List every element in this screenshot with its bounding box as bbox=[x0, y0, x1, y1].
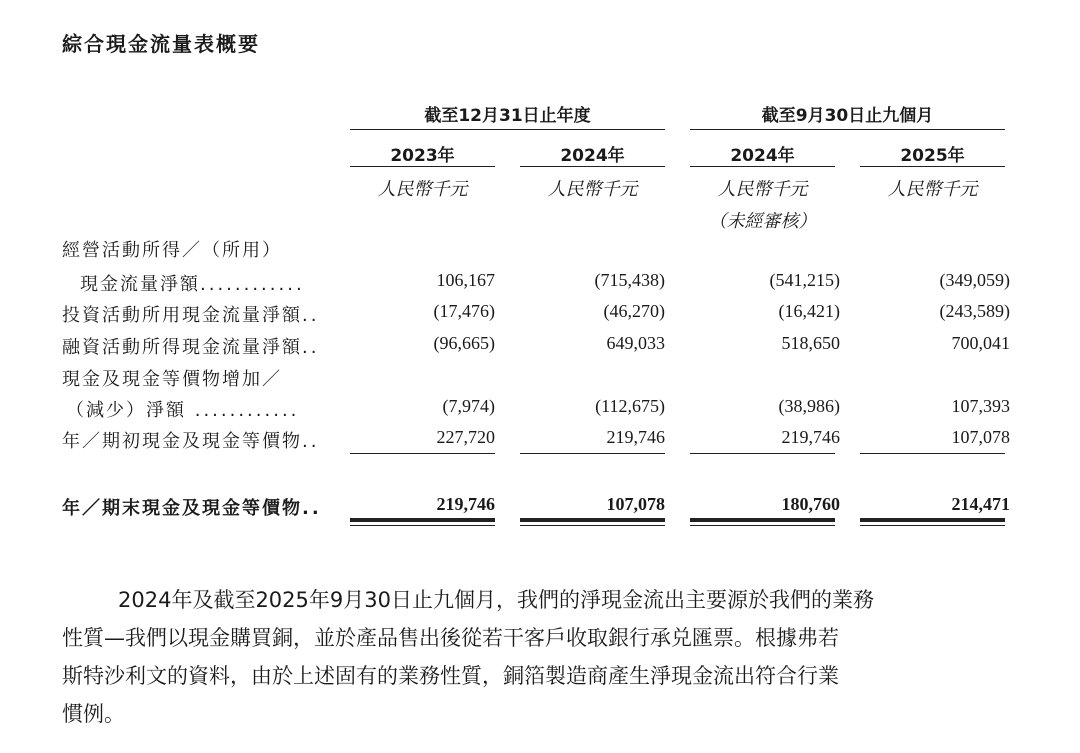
row-label bbox=[62, 301, 319, 327]
unit-label: 人民幣千元 bbox=[377, 179, 468, 200]
double-rule bbox=[350, 518, 495, 522]
year-header: 2023年 bbox=[390, 146, 455, 166]
total-value: 219,746 bbox=[436, 494, 495, 514]
row-label: 經營活動所得／（所用） bbox=[62, 240, 282, 261]
double-rule bbox=[350, 525, 495, 526]
divider bbox=[350, 166, 495, 167]
subtotal-rule bbox=[350, 453, 495, 454]
cell-value: (349,059) bbox=[939, 270, 1010, 290]
cell-value: 649,033 bbox=[606, 333, 665, 353]
row-label-text: 融資活動所得現金流量淨額 bbox=[62, 337, 302, 358]
cell-value: (243,589) bbox=[939, 301, 1010, 321]
total-value: 107,078 bbox=[606, 494, 665, 514]
double-rule bbox=[860, 518, 1005, 522]
double-rule bbox=[690, 518, 835, 522]
row-label-text: 投資活動所用現金流量淨額 bbox=[62, 305, 302, 326]
row-label-text: 現金流量淨額 bbox=[80, 274, 200, 295]
row-label-text: 年／期末現金及現金等價物 bbox=[62, 498, 302, 519]
divider bbox=[690, 166, 835, 167]
subtotal-rule bbox=[690, 453, 835, 454]
cell-value: 107,078 bbox=[951, 427, 1010, 447]
cell-value: (96,665) bbox=[433, 333, 495, 353]
cell-value: (112,675) bbox=[595, 396, 665, 416]
double-rule bbox=[520, 518, 665, 522]
leader-dots: .. bbox=[302, 498, 322, 519]
unit-label: 人民幣千元 bbox=[717, 179, 808, 200]
cell-value: 227,720 bbox=[436, 427, 495, 447]
year-header: 2024年 bbox=[730, 146, 795, 166]
year-header: 2024年 bbox=[560, 146, 625, 166]
cell-value: 518,650 bbox=[781, 333, 840, 353]
year-header: 2025年 bbox=[900, 146, 965, 166]
subtotal-rule bbox=[860, 453, 1005, 454]
leader-dots: ............ bbox=[200, 274, 305, 295]
cell-value: 700,041 bbox=[951, 333, 1010, 353]
row-label bbox=[62, 333, 319, 359]
cell-value: 219,746 bbox=[606, 427, 665, 447]
double-rule bbox=[690, 525, 835, 526]
double-rule bbox=[860, 525, 1005, 526]
row-label bbox=[80, 270, 305, 296]
cell-value: (541,215) bbox=[769, 270, 840, 290]
paragraph-line: 慣例。 bbox=[62, 702, 125, 726]
group-header-year: 截至12月31日止年度 bbox=[424, 106, 591, 126]
group-header-nine-months: 截至9月30日止九個月 bbox=[761, 106, 934, 126]
leader-dots: .. bbox=[302, 431, 320, 452]
unit-label: 人民幣千元 bbox=[547, 179, 638, 200]
cell-value: (17,476) bbox=[433, 301, 495, 321]
cell-value: 106,167 bbox=[436, 270, 495, 290]
cell-value: (16,421) bbox=[778, 301, 840, 321]
row-label: 現金及現金等價物增加／ bbox=[62, 369, 282, 390]
paragraph-line: 2024年及截至2025年9月30日止九個月，我們的淨現金流出主要源於我們的業務 bbox=[118, 588, 874, 612]
leader-dots: .. bbox=[302, 305, 320, 326]
cell-value: (38,986) bbox=[778, 396, 840, 416]
subtotal-rule bbox=[520, 453, 665, 454]
leader-dots: ............ bbox=[186, 400, 300, 421]
row-label-text: （減少）淨額 bbox=[66, 400, 186, 421]
leader-dots: .. bbox=[302, 337, 320, 358]
paragraph-line: 性質—我們以現金購買銅，並於產品售出後從若干客戶收取銀行承兑匯票。根據弗若 bbox=[62, 626, 839, 650]
paragraph-line: 斯特沙利文的資料，由於上述固有的業務性質，銅箔製造商產生淨現金流出符合行業 bbox=[62, 664, 839, 688]
cell-value: 219,746 bbox=[781, 427, 840, 447]
unaudited-note: （未經審核） bbox=[708, 211, 817, 232]
divider bbox=[350, 129, 665, 130]
cell-value: (7,974) bbox=[442, 396, 495, 416]
total-value: 180,760 bbox=[781, 494, 840, 514]
total-label bbox=[62, 494, 322, 520]
divider bbox=[860, 166, 1005, 167]
row-label bbox=[62, 427, 319, 453]
unit-label: 人民幣千元 bbox=[887, 179, 978, 200]
cell-value: (715,438) bbox=[594, 270, 665, 290]
section-title: 綜合現金流量表概要 bbox=[62, 32, 260, 56]
cell-value: 107,393 bbox=[951, 396, 1010, 416]
double-rule bbox=[520, 525, 665, 526]
row-label-text: 年／期初現金及現金等價物 bbox=[62, 431, 302, 452]
total-value: 214,471 bbox=[951, 494, 1010, 514]
divider bbox=[690, 129, 1005, 130]
row-label bbox=[66, 396, 299, 422]
cell-value: (46,270) bbox=[603, 301, 665, 321]
divider bbox=[520, 166, 665, 167]
